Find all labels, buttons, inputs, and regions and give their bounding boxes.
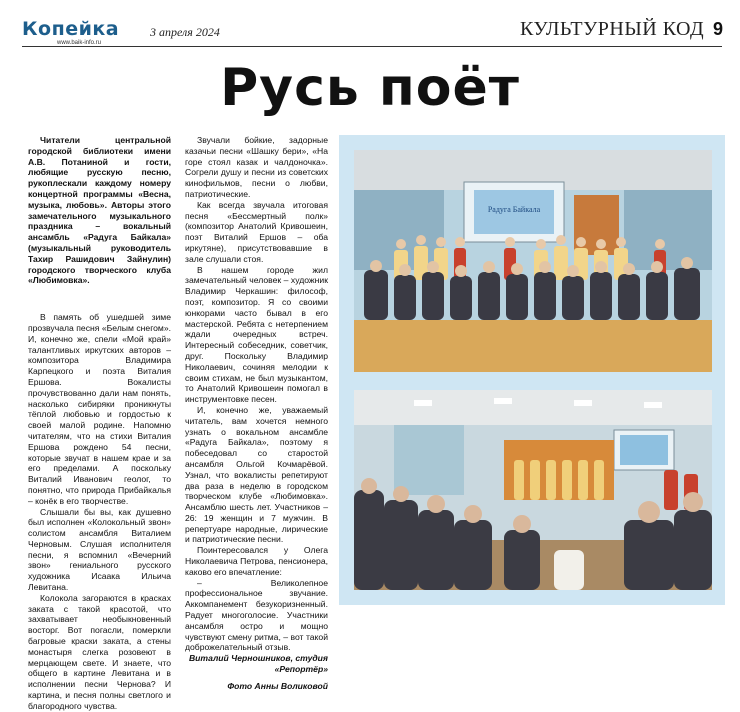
paragraph: – Великолепное профессиональное звучание. Аккомпанемент безукоризненный. Радует многоголосие. Участники ансамбля остро и мощно чувствуют смену ритма, – вот такой доброжелательный отзыв. [185, 577, 328, 653]
paragraph: Звучали бойкие, задорные казачьи песни «Шашку бери», «На горе стоял казак и чалдоночка». Согрели душу и песни из советских кинофильмов, песни о любви, патриотические. [185, 135, 328, 199]
screen-text: Радуга Байкала [487, 205, 541, 214]
paragraph: Колокола загораются в красках заката с такой красотой, что захватывает необыкновенный восторг. Вот погасли, померкли багровые краски заката, а стены монастыря слегка розовеют в мерцающем свете. И знаете, что общего в картине Левитана и в исполнении песни Чернова? И картина, и песня полны светлого и благородного чувства. [28, 592, 171, 711]
page-header [0, 0, 740, 48]
paragraph: Слышали бы вы, как душевно был исполнен «Колокольный звон» солистом ансамбля Виталием Черновым. Слушая исполнителя песни, я вспомнил «Вечерний звон» гениального русского художника Исаака Ильича Левитана. [28, 506, 171, 593]
article-lead: Читатели центральной городской библиотеки имени А.В. Потаниной и гости, любящие русскую песню, рукоплескали каждому номеру концертной программы «Весна, музыка, любовь». Авторы этого замечательного музыкального праздника – вокальный ансамбль «Радуга Байкала» (музыкальный руководитель Тахир Рашидович Зайнулин) городского творческого клуба «Любимовка». [28, 135, 171, 286]
header-rule [22, 46, 722, 47]
article-column-1 [28, 135, 171, 712]
newspaper-logo: Копейка [22, 18, 120, 40]
logo-url: www.baik-info.ru [57, 40, 102, 46]
article-headline: Русь поёт [220, 58, 520, 118]
article-column-2 [185, 135, 328, 692]
photo-credit: Фото Анны Воликовой [227, 680, 328, 691]
paragraph: В память об ушедшей зиме прозвучала песня «Белым снегом». И, конечно же, спели «Мой край» талантливых иркутских авторов – композитора Владимира Карпецкого и поэта Виталия Ершова. Вокалисты прочувствованно дали нам понять, насколько сибиряки проникнуты тёплой любовью и гордостью к своей малой родине. Напомню читателям, что на стихи Виталия Ершова рождено 54 песни, которые звучат в нашем крае и за его пределами. А поскольку Виталий Иванович геолог, то понятно, что природа Прибайкалья – конёк в его творчестве. [28, 312, 171, 506]
concert-audience-photo [354, 390, 712, 590]
paragraph: Поинтересовался у Олега Николаевича Петрова, пенсионера, каково его впечатление: [185, 545, 328, 577]
issue-date: 3 апреля 2024 [150, 25, 220, 39]
paragraph: И, конечно же, уважаемый читатель, вам хочется немного узнать о вокальном ансамбле «Радуга Байкала», поэтому я побеседовал со старостой ансамбля Ольгой Кочмарёвой. Узнал, что вокалисты репетируют два раза в неделю в городском творческом клубе «Любимовка». Ансамблю шесть лет. Участников – 26: 19 женщин и 7 мужчин. В репертуаре народные, лирические и патриотические песни. [185, 404, 328, 545]
paragraph: В нашем городе жил замечательный человек – художник Владимир Черкашин: философ, поэт, композитор. Я со своими юнкорами часто бывал в его мастерской. Ребята с нетерпением ждали очередных встреч. Интересный собеседник, советчик, друг. Поскольку Владимир Николаевич, сочиняя мелодии к своим стихам, не был музыкантом, то Анатолий Кривошеин помогал в инструментовке песен. [185, 264, 328, 405]
paragraph: Как всегда звучала итоговая песня «Бессмертный полк» (композитор Анатолий Кривошеин, поэт Виталий Ершов – оба иркутяне), присутствовавшие в зале слушали стоя. [185, 199, 328, 264]
page-number: 9 [713, 19, 724, 39]
ensemble-group-photo [354, 150, 712, 372]
author-signature: Виталий Черношников, студия «Репортёр» [188, 653, 328, 675]
section-title: КУЛЬТУРНЫЙ КОД [520, 18, 705, 40]
